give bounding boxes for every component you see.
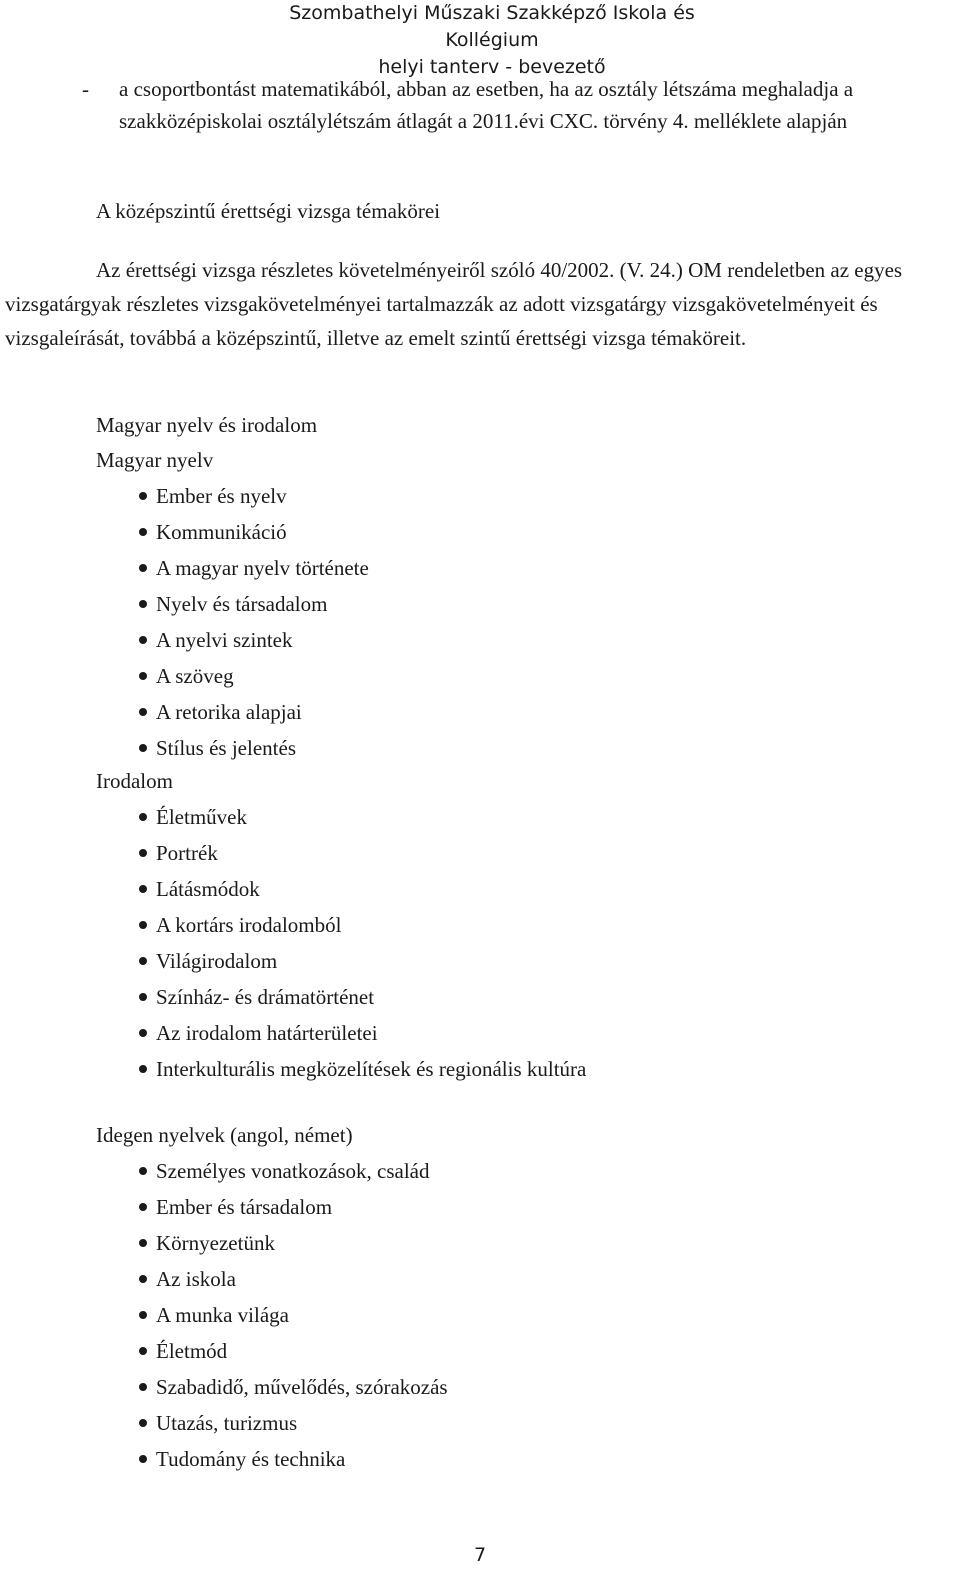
- idegen-section: [96, 1118, 936, 1477]
- list-item: [96, 622, 936, 658]
- list-item-text: Stílus és jelentés: [156, 736, 296, 760]
- list-item: [96, 1189, 936, 1225]
- bullet-icon: [139, 1383, 147, 1391]
- list-item: [96, 550, 936, 586]
- list-item: [96, 1405, 936, 1441]
- list-item-text: Színház- és drámatörténet: [156, 985, 375, 1009]
- magyar-section: [96, 408, 936, 1087]
- list-item-text: Világirodalom: [156, 949, 278, 973]
- bullet-icon: [139, 1347, 147, 1355]
- list-item-text: Tudomány és technika: [156, 1447, 346, 1471]
- bullet-icon: [139, 921, 147, 929]
- bullet-icon: [139, 672, 147, 680]
- page-header: [0, 0, 960, 81]
- list-item-text: Ember és társadalom: [156, 1195, 333, 1219]
- list-item: [96, 1297, 936, 1333]
- magyar-nyelv-list: [96, 478, 936, 766]
- list-item: [96, 943, 936, 979]
- list-item-text: Kommunikáció: [156, 520, 287, 544]
- list-item: [96, 658, 936, 694]
- bullet-icon: [139, 1275, 147, 1283]
- bullet-icon: [139, 993, 147, 1001]
- magyar-nyelv-title: Magyar nyelv: [96, 448, 214, 472]
- list-item-text: A kortárs irodalomból: [156, 913, 342, 937]
- irodalom-list: [96, 799, 936, 1087]
- list-item: [96, 1333, 936, 1369]
- bullet-icon: [139, 1455, 147, 1463]
- idegen-title: Idegen nyelvek (angol, német): [96, 1123, 353, 1147]
- list-item: [96, 514, 936, 550]
- list-item: [96, 979, 936, 1015]
- list-item: [96, 1225, 936, 1261]
- list-item: [96, 586, 936, 622]
- list-item-text: Látásmódok: [156, 877, 260, 901]
- bullet-icon: [139, 1167, 147, 1175]
- list-item-text: Életmód: [156, 1339, 228, 1363]
- bullet-icon: [139, 813, 147, 821]
- list-item-text: Életművek: [156, 805, 247, 829]
- header-school-name: Szombathelyi Műszaki Szakképző Iskola és Kollégium: [289, 2, 695, 51]
- list-item-text: Portrék: [156, 841, 218, 865]
- list-item: [96, 1441, 936, 1477]
- magyar-title: Magyar nyelv és irodalom: [96, 413, 318, 437]
- bullet-icon: [139, 744, 147, 752]
- list-item: [96, 694, 936, 730]
- bullet-icon: [139, 492, 147, 500]
- list-item: [96, 835, 936, 871]
- list-item-text: A retorika alapjai: [156, 700, 302, 724]
- section-heading: A középszintű érettségi vizsga témakörei: [96, 199, 441, 223]
- list-item-text: A nyelvi szintek: [156, 628, 293, 652]
- irodalom-title: Irodalom: [96, 769, 173, 793]
- list-item: [96, 1261, 936, 1297]
- bullet-icon: [139, 708, 147, 716]
- list-item-text: A szöveg: [156, 664, 234, 688]
- bullet-icon: [139, 636, 147, 644]
- dash-item-text: a csoportbontást matematikából, abban az esetben, ha az osztály létszáma meghaladja a szakközépiskolai osztálylétszám átlagát a 2011.évi CXC. törvény 4. melléklete alapján: [119, 77, 854, 133]
- intro-paragraph: [5, 253, 949, 355]
- dash-marker: -: [82, 77, 89, 101]
- bullet-icon: [139, 1239, 147, 1247]
- list-item-text: A magyar nyelv története: [156, 556, 369, 580]
- list-item: [96, 1051, 936, 1087]
- bullet-icon: [139, 564, 147, 572]
- list-item: [96, 799, 936, 835]
- bullet-icon: [139, 1419, 147, 1427]
- list-item-text: Környezetünk: [156, 1231, 275, 1255]
- list-item-text: Szabadidő, művelődés, szórakozás: [156, 1375, 448, 1399]
- list-item: [96, 478, 936, 514]
- bullet-icon: [139, 1029, 147, 1037]
- bullet-icon: [139, 1203, 147, 1211]
- list-item: [96, 1153, 936, 1189]
- list-item-text: Nyelv és társadalom: [156, 592, 328, 616]
- bullet-icon: [139, 849, 147, 857]
- bullet-icon: [139, 600, 147, 608]
- list-item-text: Utazás, turizmus: [156, 1411, 298, 1435]
- list-item: [96, 730, 936, 766]
- page-number: 7: [473, 1544, 487, 1566]
- list-item-text: A munka világa: [156, 1303, 289, 1327]
- bullet-icon: [139, 528, 147, 536]
- bullet-icon: [139, 1065, 147, 1073]
- list-item-text: Interkulturális megközelítések és regionális kultúra: [156, 1057, 587, 1081]
- list-item: [96, 871, 936, 907]
- list-item-text: Személyes vonatkozások, család: [156, 1159, 430, 1183]
- list-item: [96, 907, 936, 943]
- list-item-text: Az irodalom határterületei: [156, 1021, 378, 1045]
- paragraph-text: Az érettségi vizsga részletes követelményeiről szóló 40/2002. (V. 24.) OM rendeletben az egyes vizsgatárgyak részletes vizsgakövetelményei tartalmazzák az adott vizsgatárgy vizsgakövetelményeit és vizsgaleírását, továbbá a középszintű, illetve az emelt szintű érettségi vizsga témaköreit.: [5, 258, 903, 350]
- list-item: [96, 1369, 936, 1405]
- bullet-icon: [139, 1311, 147, 1319]
- header-subtitle: helyi tanterv - bevezető: [378, 56, 606, 78]
- list-item-text: Ember és nyelv: [156, 484, 287, 508]
- idegen-list: [96, 1153, 936, 1477]
- bullet-icon: [139, 957, 147, 965]
- list-item: [96, 1015, 936, 1051]
- bullet-icon: [139, 885, 147, 893]
- list-item-text: Az iskola: [156, 1267, 236, 1291]
- dash-list-item: [82, 74, 942, 137]
